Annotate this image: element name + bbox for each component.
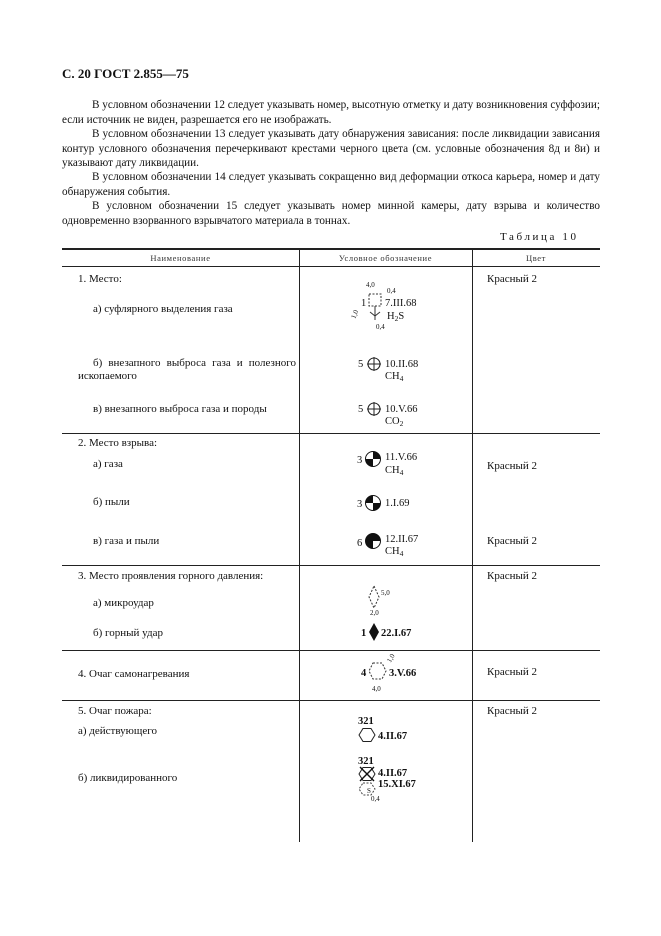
paragraph-12: В условном обозначении 12 следует указывать номер, высотную отметку и дату возникновения суффозии; если источник не виден, разрешается его не изображать. [62,99,600,126]
gas-formula: $CH_4$ [385,371,404,383]
row-title: 5. Очаг пожара: [78,705,152,717]
gas-formula: $CH_4$ [385,546,404,558]
active-fire-symbol [358,727,376,743]
event-date: 4.II.67 [378,731,408,742]
dim-label: 1,0 [385,652,397,665]
dim-label: 0,4 [387,287,396,295]
row-item: а) суфлярного выделения газа [93,303,233,315]
symbol-number: 5 [358,359,364,370]
paragraph-13: В условном обозначении 13 следует указывать дату обнаружения зависания: после ликвидации зависания контур условного обозначения перечеркивают крестами черного цвета (см. условные обозначения 8д и 8и) и указывают дату ликвидации. [62,128,600,170]
row-divider [62,650,600,651]
symbol-number: 1 [361,298,367,309]
dim-label: S [367,787,371,795]
symbol-number: 321 [358,716,374,727]
paragraph-14: В условном обозначении 14 следует указывать сокращенно вид деформации откоса карьера, номер и дату обнаружения события. [62,171,600,198]
row-item: в) газа и пыли [93,535,160,547]
color-cell: Красный 2 [487,705,538,717]
outburst-symbol [366,401,382,417]
symbol-number: 6 [357,538,363,549]
color-cell: Красный 2 [487,535,538,547]
dim-label: 2,0 [370,609,379,617]
color-cell: Красный 2 [487,666,538,678]
symbol-number: 3 [357,455,363,466]
event-date: 11.V.66 [385,452,418,463]
table-header-border [62,266,600,267]
gas-formula: $H_2S$ [387,311,405,323]
row-title: 3. Место проявления горного давления: [78,570,264,582]
gas-dust-explosion-symbol [364,532,382,550]
row-title: 1. Место: [78,273,122,285]
column-divider [299,248,300,842]
gas-formula: $CO_2$ [385,416,404,428]
outburst-symbol [366,356,382,372]
microshock-symbol [367,584,381,610]
row-title: 2. Место взрыва: [78,437,158,449]
row-item: а) действующего [78,725,157,737]
row-item: в) внезапного выброса газа и породы [93,403,267,415]
row-divider [62,700,600,701]
event-date: 10.II.68 [385,359,419,370]
event-date: 10.V.66 [385,404,418,415]
row-item: а) микроудар [93,597,154,609]
column-header-symbol: Условное обозначение [338,253,433,263]
column-header-name: Наименование [150,253,211,263]
row-item: а) газа [93,458,123,470]
row-item: б) ликвидированного [78,772,178,784]
row-item: б) внезапного выброса газа и полезного ископаемого [78,357,296,382]
color-cell: Красный 2 [487,273,538,285]
dim-label: 4,0 [372,685,381,693]
rock-burst-symbol [368,622,380,642]
event-date: 22.I.67 [381,628,412,639]
row-item: б) горный удар [93,627,163,639]
dim-label: 1,0 [349,308,361,320]
symbol-number: 4 [361,668,367,679]
color-cell: Красный 2 [487,460,538,472]
dim-label: 0,4 [376,323,385,331]
dim-label: 5,0 [381,589,390,597]
event-date: 12.II.67 [385,534,419,545]
page-header: С. 20 ГОСТ 2.855—75 [62,66,189,81]
symbol-number: 3 [357,499,363,510]
symbol-number: 321 [358,756,374,767]
self-heating-symbol [368,660,388,684]
dust-explosion-symbol [364,494,382,512]
liquidation-date: 15.XI.67 [378,779,416,790]
row-divider [62,565,600,566]
gas-explosion-symbol [364,450,382,468]
table-caption: Таблица 10 [500,231,579,243]
event-date: 3.V.66 [389,668,417,679]
symbol-number: 1 [361,628,367,639]
event-date: 7.III.68 [385,298,417,309]
gas-formula: $CH_4$ [385,465,404,477]
event-date: 4.II.67 [378,768,408,779]
row-item: б) пыли [93,496,130,508]
dim-label: 0,4 [371,795,380,803]
table-top-border [62,248,600,250]
color-cell: Красный 2 [487,570,538,582]
event-date: 1.I.69 [385,498,410,509]
symbol-number: 5 [358,404,364,415]
column-header-color: Цвет [526,253,546,263]
column-divider [472,248,473,842]
dim-label: 4,0 [366,281,375,289]
paragraph-15: В условном обозначении 15 следует указывать номер минной камеры, дату взрыва и количество одновременно взорванного взрывчатого материала в тоннах. [62,200,600,227]
row-title: 4. Очаг самонагревания [78,668,190,680]
row-divider [62,433,600,434]
